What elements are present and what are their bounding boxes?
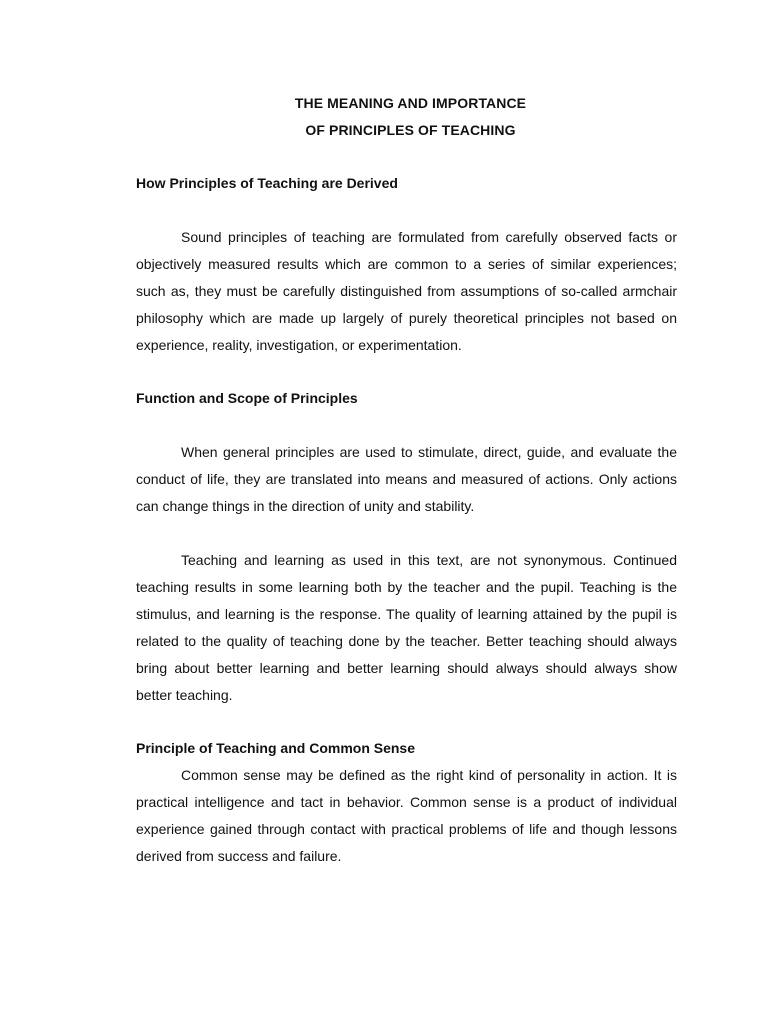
title-line-1: THE MEANING AND IMPORTANCE <box>294 95 527 111</box>
section-function-scope <box>136 385 677 709</box>
section-common-sense <box>136 735 677 870</box>
section-heading: Principle of Teaching and Common Sense <box>136 740 416 756</box>
section-heading: Function and Scope of Principles <box>136 390 358 406</box>
title-line-2: OF PRINCIPLES OF TEACHING <box>305 122 516 138</box>
section-heading: How Principles of Teaching are Derived <box>136 175 398 191</box>
document-body <box>136 90 677 870</box>
section-derived <box>136 170 677 359</box>
paragraph: Common sense may be defined as the right kind of personality in action. It is practical intelligence and tact in behavior. Common sense is a product of individual experience gained through contact with practical problems of life and though lessons derived from success and failure. <box>136 767 677 864</box>
paragraph: Teaching and learning as used in this text, are not synonymous. Continued teaching results in some learning both by the teacher and the pupil. Teaching is the stimulus, and learning is the response. The quality of learning attained by the pupil is related to the quality of teaching done by the teacher. Better teaching should always bring about better learning and better learning should always should always show better teaching. <box>136 552 677 703</box>
document-title <box>144 90 677 144</box>
paragraph: When general principles are used to stimulate, direct, guide, and evaluate the conduct of life, they are translated into means and measured of actions. Only actions can change things in the direction of unity and stability. <box>136 444 677 514</box>
paragraph: Sound principles of teaching are formulated from carefully observed facts or objectively measured results which are common to a series of similar experiences; such as, they must be carefully distinguished from assumptions of so-called armchair philosophy which are made up largely of purely theoretical principles not based on experience, reality, investigation, or experimentation. <box>136 229 677 353</box>
